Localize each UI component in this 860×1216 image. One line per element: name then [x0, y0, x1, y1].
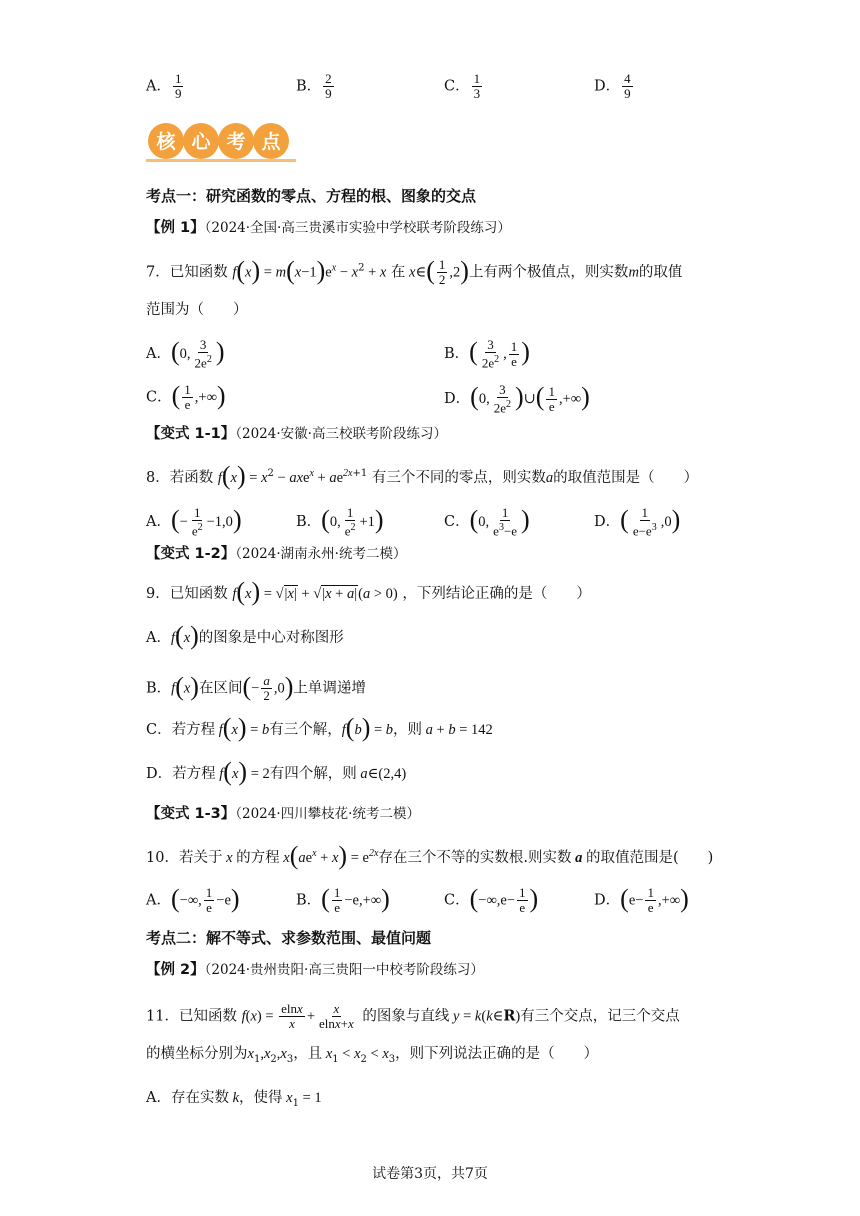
question-10: 10．若关于 x 的方程 $x(ae^x + x) = e^{2x}$存在三个不等的实数根.则实数 a 的取值范围是( ) — [146, 840, 714, 870]
variant-1-2-header: 【变式 1-2】（2024·湖南永州·统考二模） — [146, 546, 407, 562]
q10-option-b: B．( $\frac{1}{e}$ −e,+∞) — [296, 883, 390, 915]
variant-1-3-header: 【变式 1-3】（2024·四川攀枝花·统考二模） — [146, 806, 420, 822]
q8-option-b: B．(0, $\frac{1}{e^2}$ +1) — [296, 505, 384, 539]
question-7-line2: 范围为（ ） — [146, 302, 248, 318]
badge-char-4: 点 — [261, 131, 281, 153]
example1-header: 【例 1】（2024·全国·高三贵溪市实验中学校联考阶段练习） — [146, 220, 511, 236]
badge-char-2: 心 — [191, 131, 211, 153]
q7-option-c: C．( $\frac{1}{e}$ ,+∞) — [146, 380, 226, 412]
question-11: 11．已知函数 f(x) = $\frac{elnx}{x}$ + $\frac{x}{elnx+x}$ 的图象与直线 y = k(k∈R)有三个交点，记三个交点 — [146, 1001, 680, 1031]
q10-option-a: A．(−∞, $\frac{1}{e}$ −e) — [146, 883, 240, 915]
q10-option-d: D．(e− $\frac{1}{e}$ ,+∞) — [594, 883, 689, 915]
question-11-line2: 的横坐标分别为$x_1,x_2,x_3$，且 $x_1 < x_2 < x_3$，则下列说法正确的是（ ） — [146, 1046, 599, 1065]
q9-option-a: A．f(x)的图象是中心对称图形 — [146, 621, 344, 650]
section1-title: 考点一：研究函数的零点、方程的根、图象的交点 — [146, 187, 477, 205]
prev-option-a: A． $\frac{1}{9}$ — [146, 71, 182, 101]
question-9: 9．已知函数 f(x) = √|x| + √|x + a|(a > 0) ，下列结论正确的是（ ） — [146, 577, 591, 606]
q10-option-c: C．(−∞,e− $\frac{1}{e}$ ) — [444, 883, 539, 915]
q7-option-d: D．(0, $\frac{3}{2e^2}$ )∪( $\frac{1}{e}$ ,+∞) — [444, 382, 590, 416]
q9-option-b: B．f(x)在区间(− $\frac{a}{2}$ ,0)上单调递增 — [146, 671, 366, 703]
prev-option-d: D． $\frac{4}{9}$ — [594, 71, 631, 101]
q8-option-d: D．( $\frac{1}{e-e^3}$ ,0) — [594, 505, 681, 539]
q8-option-a: A．(− $\frac{1}{e^2}$ −1,0) — [146, 505, 242, 539]
q7-option-a: A．(0, $\frac{3}{2e^2}$ ) — [146, 337, 225, 371]
badge-char-3: 考 — [226, 131, 246, 153]
q9-option-c: C．若方程 f(x) = b有三个解，f(b) = b，则 a + b = 142 — [146, 713, 493, 742]
badge-char-1: 核 — [156, 131, 176, 153]
example2-header: 【例 2】（2024·贵州贵阳·高三贵阳一中校考阶段练习） — [146, 962, 484, 978]
page-footer: 试卷第3页，共7页 — [372, 1166, 488, 1182]
question-7: 7．已知函数 $f(x) = m(x-1)e^x - x^2 + x$ 在 x∈( $\frac{1}{2}$ ,2)上有两个极值点，则实数m的取值 — [146, 255, 683, 287]
prev-option-c: C． $\frac{1}{3}$ — [444, 71, 481, 101]
variant-1-1-header: 【变式 1-1】（2024·安徽·高三校联考阶段练习） — [146, 426, 447, 442]
question-8: 8．若函数 $f(x) = x^2 - axe^x + ae^{2x+1}$ 有三个不同的零点，则实数a的取值范围是（ ） — [146, 460, 699, 490]
section2-title: 考点二：解不等式、求参数范围、最值问题 — [146, 929, 432, 947]
q8-option-c: C．(0, $\frac{1}{e^3-e}$ ) — [444, 505, 530, 539]
q9-option-d: D．若方程 f(x) = 2有四个解，则 a∈(2,4) — [146, 757, 407, 786]
core-points-badge — [146, 121, 296, 165]
q11-option-a: A．存在实数 k，使得 $x_1 = 1$ — [146, 1090, 322, 1109]
q7-option-b: B．( $\frac{3}{2e^2}$ , $\frac{1}{e}$ ) — [444, 337, 530, 371]
prev-option-b: B． $\frac{2}{9}$ — [296, 71, 332, 101]
